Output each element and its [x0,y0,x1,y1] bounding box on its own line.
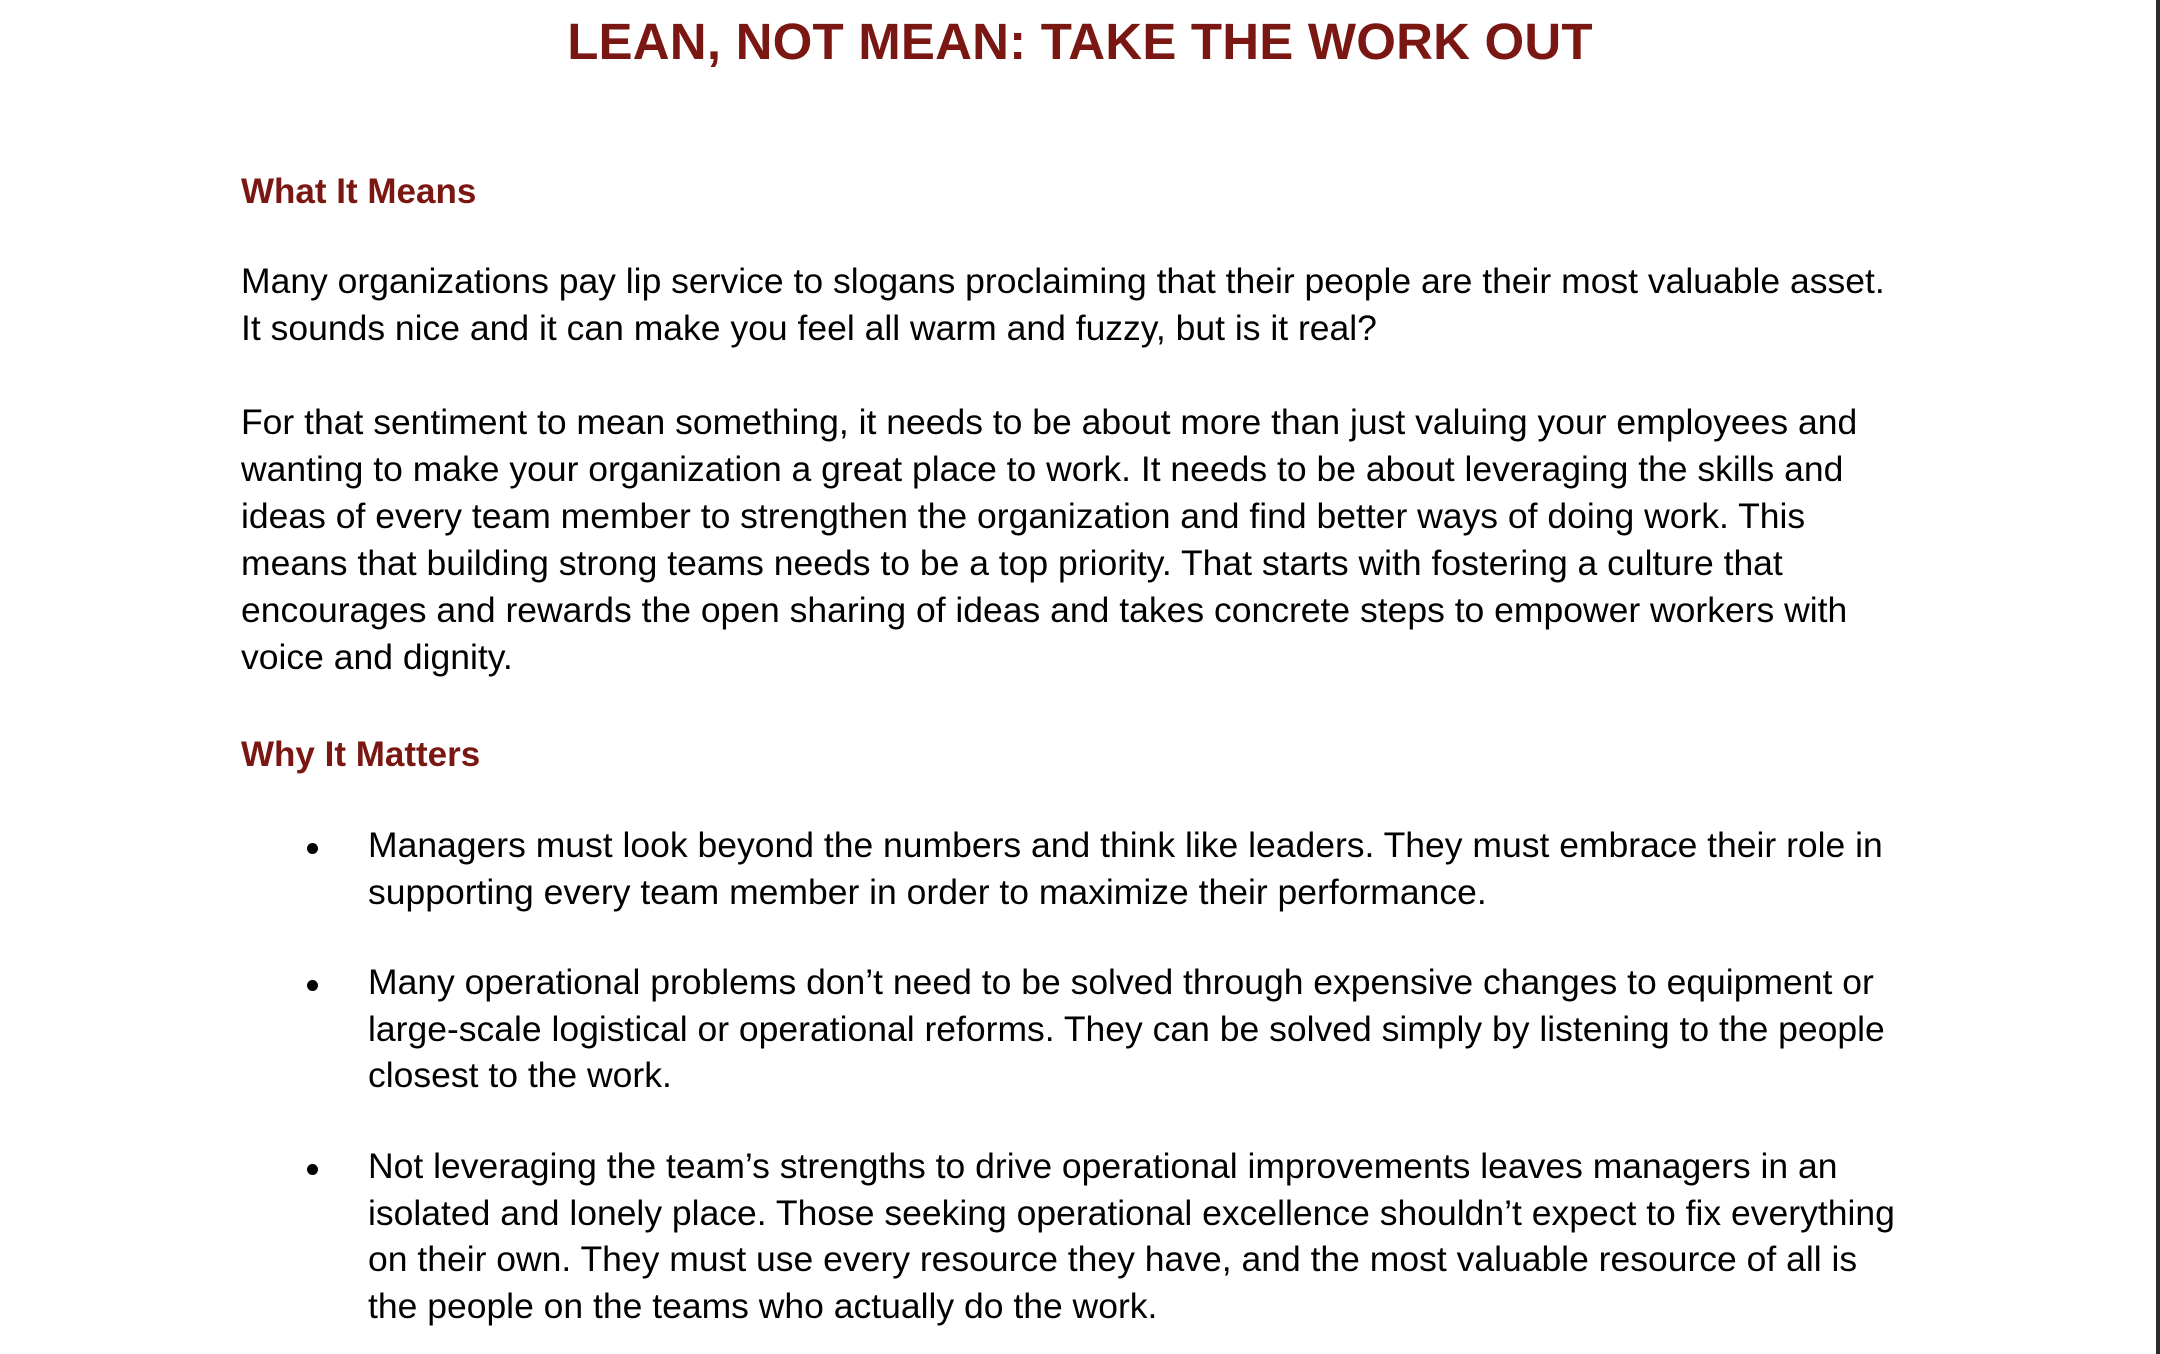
list-item-line: on their own. They must use every resource they have, and the most valuable resource of all is [368,1239,1858,1279]
bullet-icon [307,843,318,854]
page-edge-divider [2156,0,2160,1354]
section-heading-why-it-matters: Why It Matters [241,735,481,774]
paragraph-line: encourages and rewards the open sharing of ideas and takes concrete steps to empower workers with [241,590,1848,630]
list-item-line: the people on the teams who actually do the work. [368,1285,1158,1326]
list-item-line: large-scale logistical or operational reforms. They can be solved simply by listening to the people [368,1008,1885,1049]
list-item-text [368,1143,1895,1329]
list-item-line: Not leveraging the team’s strengths to drive operational improvements leaves managers in an [368,1146,1838,1186]
list-item-text [368,822,1883,915]
paragraph-line: ideas of every team member to strengthen the organization and find better ways of doing work. This [241,496,1806,536]
paragraph-line: wanting to make your organization a great place to work. It needs to be about leveraging the skills and [241,449,1844,489]
bullet-icon [307,1164,318,1175]
paragraph-line: voice and dignity. [241,637,513,677]
paragraph-line: Many organizations pay lip service to slogans proclaiming that their people are their most valuable asset. [241,261,1885,301]
list-item-line: Many operational problems don’t need to be solved through expensive changes to equipment or [368,962,1874,1002]
list-item-line: closest to the work. [368,1055,672,1095]
list-item-text [368,959,1885,1099]
paragraph-line: It sounds nice and it can make you feel all warm and fuzzy, but is it real? [241,308,1377,348]
list-item-line: isolated and lonely place. Those seeking operational excellence shouldn’t expect to fix everything [368,1192,1895,1233]
paragraph [241,399,1941,681]
list-item-line: Managers must look beyond the numbers and think like leaders. They must embrace their role in [368,825,1883,865]
paragraph-line: means that building strong teams needs to be a top priority. That starts with fostering a culture that [241,543,1783,583]
paragraph [241,258,1941,352]
section-heading-what-it-means: What It Means [241,172,477,211]
paragraph-line: For that sentiment to mean something, it needs to be about more than just valuing your employees and [241,402,1858,442]
list-item-line: supporting every team member in order to maximize their performance. [368,871,1487,912]
document-title: LEAN, NOT MEAN: TAKE THE WORK OUT [567,13,1593,70]
bullet-icon [307,980,318,991]
